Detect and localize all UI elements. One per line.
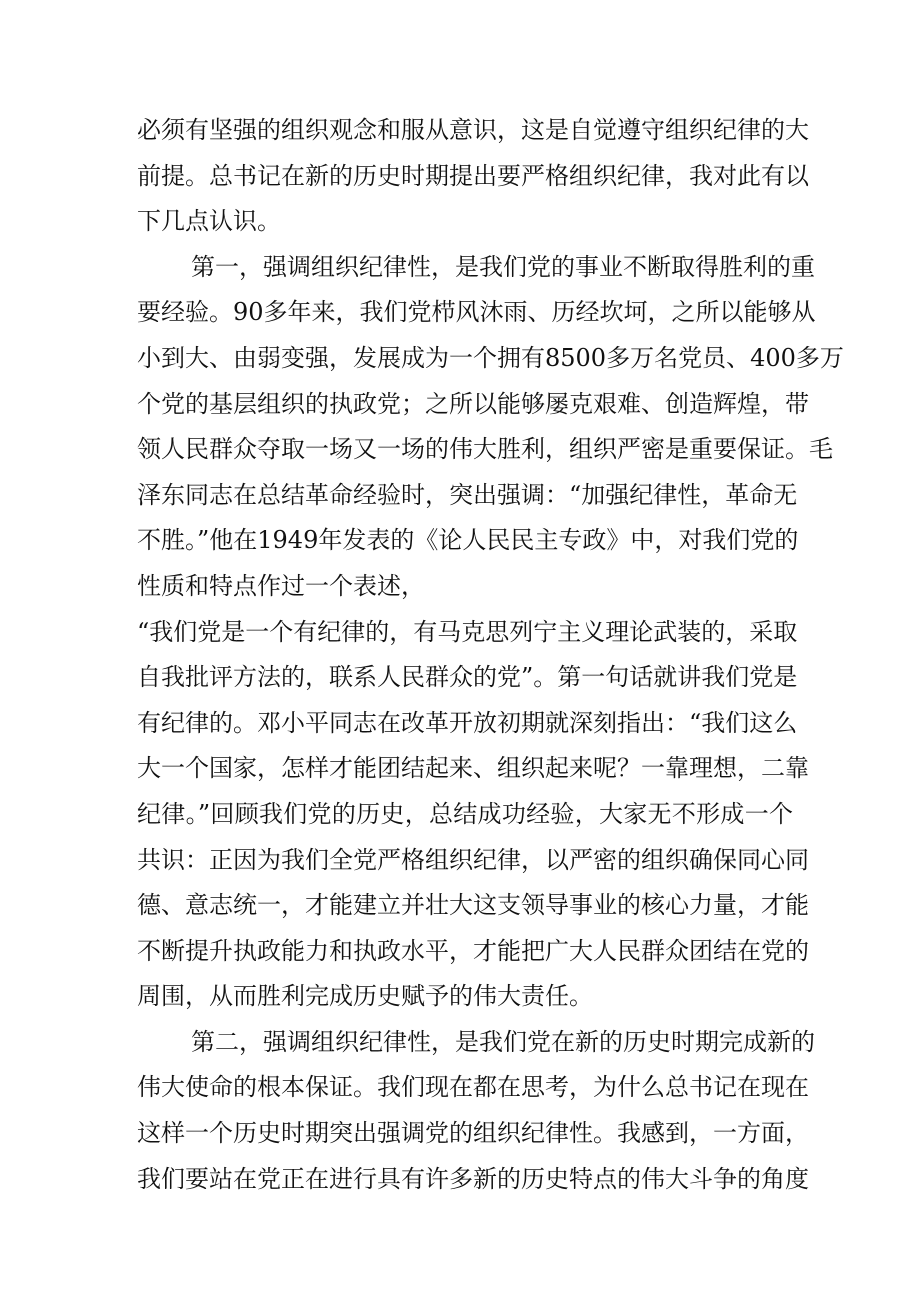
text-line: 自我批评方法的，联系人民群众的党”。第一句话就讲我们党是 <box>137 663 798 692</box>
paragraph-first-line: 第一，强调组织纪律性，是我们党的事业不断取得胜利的重 <box>191 252 815 281</box>
text-line: 小到大、由弱变强，发展成为一个拥有8500多万名党员、400多万 <box>137 343 844 372</box>
text-line: 共识：正因为我们全党严格组织纪律，以严密的组织确保同心同 <box>137 845 809 874</box>
text-line: “我们党是一个有纪律的，有马克思列宁主义理论武装的，采取 <box>137 617 798 646</box>
body-text <box>137 108 844 1202</box>
text-line: 泽东同志在总结革命经验时，突出强调：“加强纪律性，革命无 <box>137 480 798 509</box>
paragraph-first-line: 第二，强调组织纪律性，是我们党在新的历史时期完成新的 <box>191 1027 815 1056</box>
text-line: 这样一个历史时期突出强调党的组织纪律性。我感到，一方面， <box>137 1119 809 1148</box>
text-line: 下几点认识。 <box>137 207 281 236</box>
text-line: 不断提升执政能力和执政水平，才能把广大人民群众团结在党的 <box>137 936 809 965</box>
text-line: 要经验。90多年来，我们党栉风沐雨、历经坎坷，之所以能够从 <box>137 298 816 327</box>
text-line: 性质和特点作过一个表述， <box>137 571 425 600</box>
text-line: 我们要站在党正在进行具有许多新的历史特点的伟大斗争的角度 <box>137 1164 809 1193</box>
text-line: 有纪律的。邓小平同志在改革开放初期就深刻指出：“我们这么 <box>137 708 798 737</box>
text-line: 大一个国家，怎样才能团结起来、组织起来呢？一靠理想，二靠 <box>137 754 809 783</box>
text-line: 必须有坚强的组织观念和服从意识，这是自觉遵守组织纪律的大 <box>137 116 809 144</box>
text-line: 伟大使命的根本保证。我们现在都在思考，为什么总书记在现在 <box>137 1073 809 1102</box>
text-line: 个党的基层组织的执政党；之所以能够屡克艰难、创造辉煌，带 <box>137 389 809 418</box>
text-line: 周围，从而胜利完成历史赋予的伟大责任。 <box>137 982 593 1011</box>
text-line: 前提。总书记在新的历史时期提出要严格组织纪律，我对此有以 <box>137 161 809 190</box>
text-line: 不胜。”他在1949年发表的《论人民民主专政》中，对我们党的 <box>137 526 799 555</box>
text-line: 德、意志统一，才能建立并壮大这支领导事业的核心力量，才能 <box>137 891 809 920</box>
text-line: 领人民群众夺取一场又一场的伟大胜利，组织严密是重要保证。毛 <box>137 435 833 464</box>
text-line: 纪律。”回顾我们党的历史，总结成功经验，大家无不形成一个 <box>137 799 793 828</box>
